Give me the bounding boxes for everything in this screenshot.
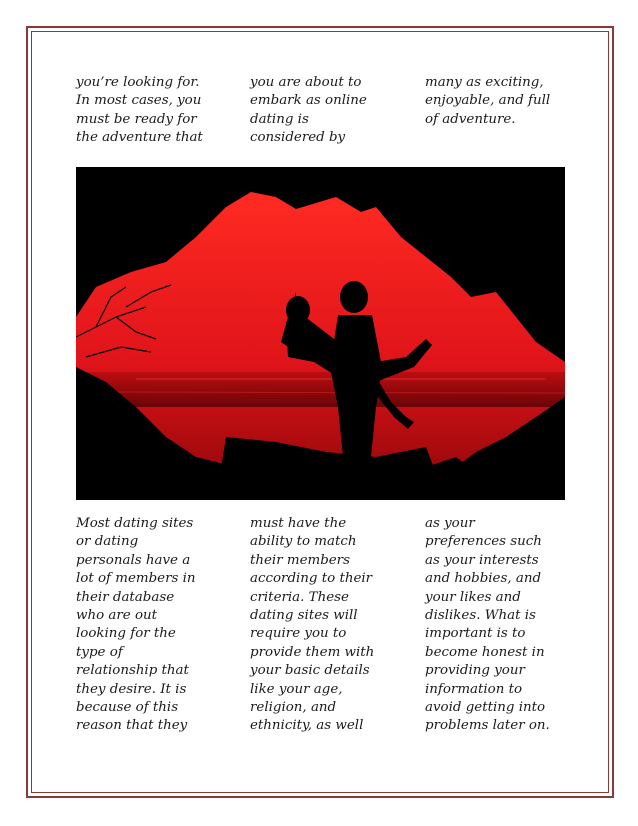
bottom-column-3: as your preferences such as your interests and hobbies, and your likes and dislikes. What is important is to become honest in providing your information to avoid getting into problems later on. [425,516,550,734]
top-column-3: many as exciting, enjoyable, and full of adventure. [425,75,551,127]
top-column-2: you are about to embark as online dating is considered by [250,75,367,146]
couple-silhouette-photo [76,167,565,500]
bottom-column-2: must have the ability to match their members according to their criteria. These dating sites will require you to provide them with your basic details like your age, religion, and ethnicity, as well [250,516,375,734]
top-column-1: you’re looking for. In most cases, you must be ready for the adventure that [76,75,203,146]
bottom-column-1: Most dating sites or dating personals have a lot of members in their database who are out looking for the type of relationship that they desire. It is because of this reason that they [76,516,196,734]
